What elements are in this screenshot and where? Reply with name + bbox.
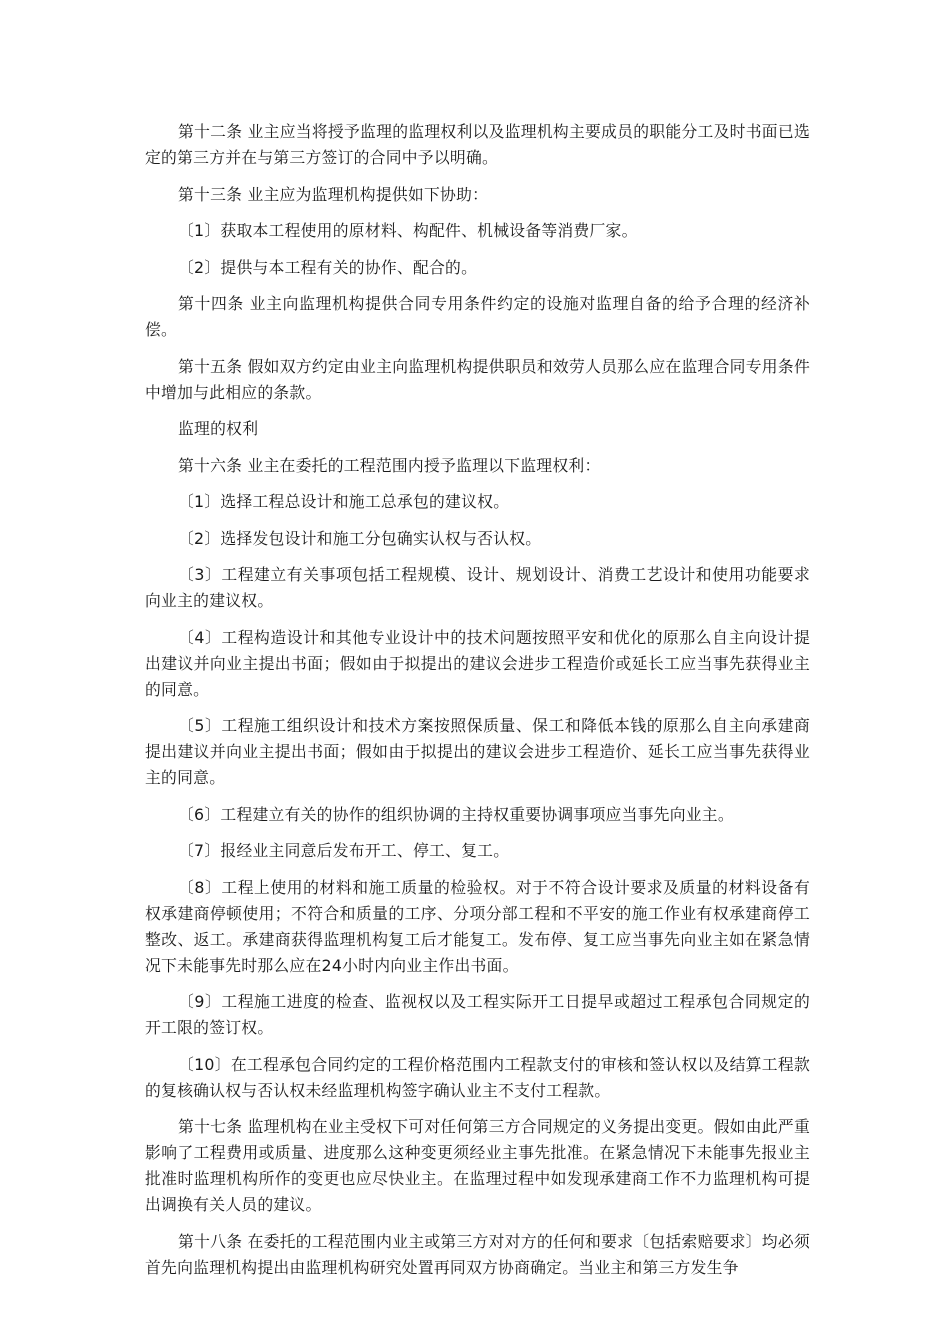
paragraph-article-16-item-8: 〔8〕工程上使用的材料和施工质量的检验权。对于不符合设计要求及质量的材料设备有权承建商停顿使用；不符合和质量的工序、分项分部工程和不平安的施工作业有权承建商停工整改、返工。承建商获得监理机构复工后才能复工。发布停、复工应当事先向业主如在紧急情况下未能事先时那么应在24小时内向业主作出书面。	[145, 877, 810, 975]
paragraph-article-15: 第十五条 假如双方约定由业主向监理机构提供职员和效劳人员那么应在监理合同专用条件中增加与此相应的条款。	[145, 356, 810, 402]
paragraph-article-17: 第十七条 监理机构在业主受权下可对任何第三方合同规定的义务提出变更。假如由此严重影响了工程费用或质量、进度那么这种变更须经业主事先批准。在紧急情况下未能事先报业主批准时监理机构所作的变更也应尽快业主。在监理过程中如发现承建商工作不力监理机构可提出调换有关人员的建议。	[145, 1117, 810, 1214]
paragraph-article-16: 第十六条 业主在委托的工程范围内授予监理以下监理权利：	[178, 455, 601, 475]
paragraph-article-13-item-1: 〔1〕获取本工程使用的原材料、构配件、机械设备等消费厂家。	[178, 221, 638, 240]
paragraph-article-16-item-4: 〔4〕工程构造设计和其他专业设计中的技术问题按照平安和优化的原那么自主向设计提出建议并向业主提出书面；假如由于拟提出的建议会进步工程造价或延长工应当事先获得业主的同意。	[145, 627, 810, 699]
paragraph-article-13-item-2: 〔2〕提供与本工程有关的协作、配合的。	[178, 257, 478, 277]
paragraph-article-16-item-5: 〔5〕工程施工组织设计和技术方案按照保质量、保工和降低本钱的原那么自主向承建商提出建议并向业主提出书面；假如由于拟提出的建议会进步工程造价、延长工应当事先获得业主的同意。	[145, 716, 810, 787]
paragraph-article-16-item-6: 〔6〕工程建立有关的协作的组织协调的主持权重要协调事项应当事先向业主。	[178, 804, 734, 824]
section-heading-supervision-rights: 监理的权利	[178, 419, 259, 438]
paragraph-article-14: 第十四条 业主向监理机构提供合同专用条件约定的设施对监理自备的给予合理的经济补偿。	[145, 294, 810, 339]
paragraph-article-16-item-7: 〔7〕报经业主同意后发布开工、停工、复工。	[178, 841, 510, 860]
paragraph-article-16-item-2: 〔2〕选择发包设计和施工分包确实认权与否认权。	[178, 528, 542, 548]
paragraph-article-16-item-1: 〔1〕选择工程总设计和施工总承包的建议权。	[178, 492, 510, 511]
paragraph-article-12: 第十二条 业主应当将授予监理的监理权利以及监理机构主要成员的职能分工及时书面已选定的第三方并在与第三方签订的合同中予以明确。	[145, 122, 810, 167]
document-body	[145, 119, 810, 1291]
paragraph-article-16-item-3: 〔3〕工程建立有关事项包括工程规模、设计、规划设计、消费工艺设计和使用功能要求向业主的建议权。	[145, 565, 810, 610]
paragraph-article-16-item-10: 〔10〕在工程承包合同约定的工程价格范围内工程款支付的审核和签认权以及结算工程款的复核确认权与否认权未经监理机构签字确认业主不支付工程款。	[145, 1054, 810, 1100]
paragraph-article-18: 第十八条 在委托的工程范围内业主或第三方对对方的任何和要求〔包括索赔要求〕均必须首先向监理机构提出由监理机构研究处置再同双方协商确定。当业主和第三方发生争	[145, 1231, 810, 1277]
paragraph-article-13: 第十三条 业主应为监理机构提供如下协助：	[178, 184, 489, 204]
paragraph-article-16-item-9: 〔9〕工程施工进度的检查、监视权以及工程实际开工日提早或超过工程承包合同规定的开工限的签订权。	[145, 992, 810, 1037]
